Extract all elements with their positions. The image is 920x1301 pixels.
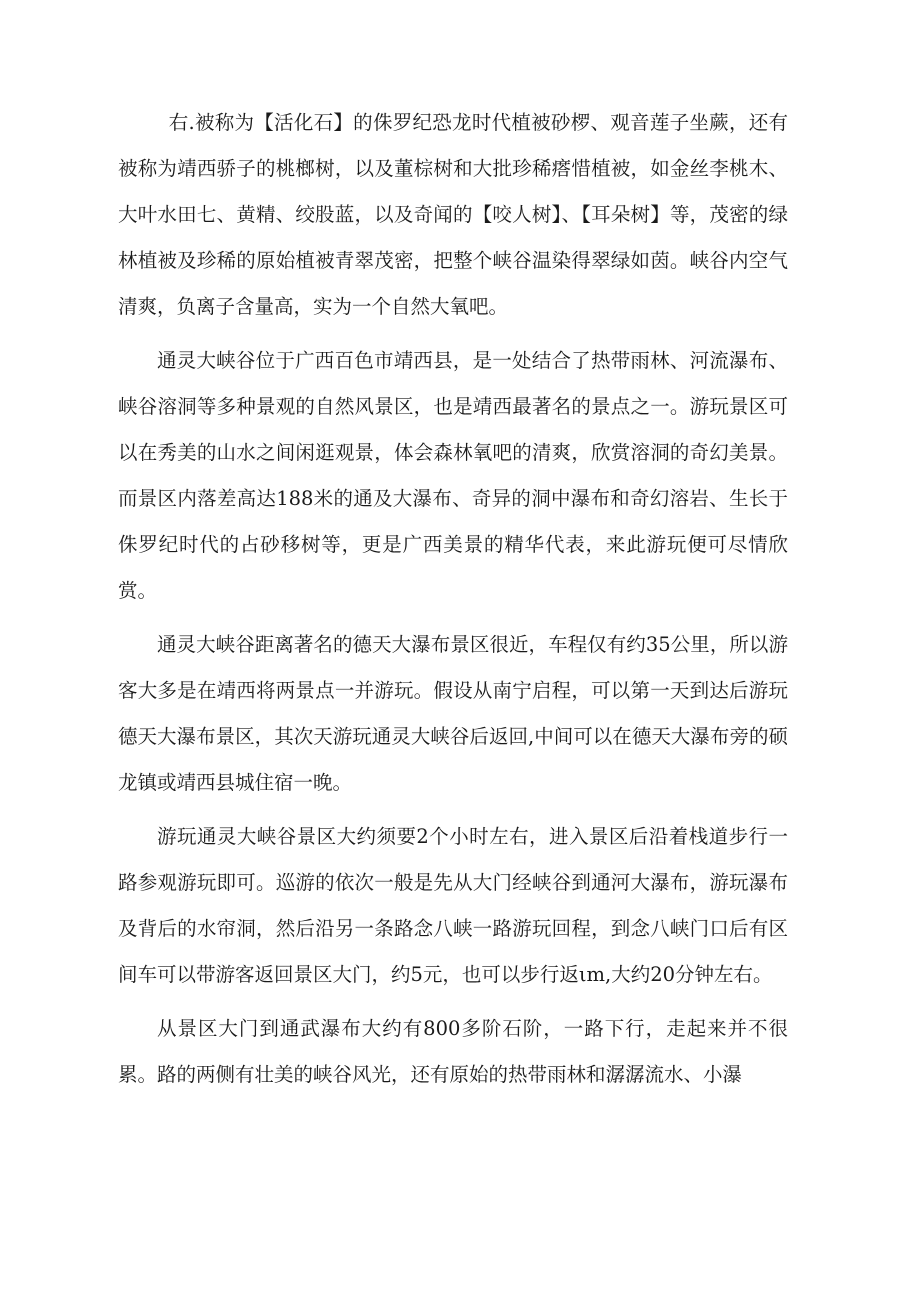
- paragraph-4: 游玩通灵大峡谷景区大约须要2个小时左右，进入景区后沿着栈道步行一路参观游玩即可。巡游的依次一般是先从大门经峡谷到通河大瀑布，游玩瀑布及背后的水帘洞，然后沿另一条路念八峡一路游玩回程，到念八峡门口后有区间车可以带游客返回景区大门，约5元，也可以步行返ιm,大约20分钟左右。: [118, 825, 788, 986]
- paragraph-2: 通灵大峡谷位于广西百色市靖西县，是一处结合了热带雨林、河流瀑布、峡谷溶洞等多种景观的自然风景区，也是靖西最著名的景点之一。游玩景区可以在秀美的山水之间闲逛观景，体会森林氧吧的清爽，欣赏溶洞的奇幻美景。而景区内落差高达188米的通及大瀑布、奇异的洞中瀑布和奇幻溶岩、生长于侏罗纪时代的占砂移树等，更是广西美景的精华代表，来此游玩便可尽情欣赏。: [118, 349, 788, 602]
- document-body: [118, 100, 788, 1106]
- paragraph-1: 右.被称为【活化石】的侏罗纪恐龙时代植被砂椤、观音莲子坐蕨，还有被称为靖西骄子的桃榔树，以及董棕树和大批珍稀瘩惜植被，如金丝李桃木、大叶水田七、黄精、绞股蓝，以及奇闻的【咬人树】、【耳朵树】等，茂密的绿林植被及珍稀的原始植被青翠茂密，把整个峡谷温染得翠绿如茵。峡谷内空气清爽，负离子含量高，实为一个自然大氧吧。: [118, 111, 788, 318]
- paragraph-5: 从景区大门到通武瀑布大约有800多阶石阶，一路下行，走起来并不很累。路的两侧有壮美的峡谷风光，还有原始的热带雨林和潺潺流水、小瀑: [118, 1017, 788, 1086]
- paragraph-3: 通灵大峡谷距离著名的德天大瀑布景区很近，车程仅有约35公里，所以游客大多是在靖西将两景点一并游玩。假设从南宁启程，可以第一天到达后游玩德天大瀑布景区，其次天游玩通灵大峡谷后返回,中间可以在德天大瀑布旁的硕龙镇或靖西县城住宿一晚。: [118, 633, 788, 794]
